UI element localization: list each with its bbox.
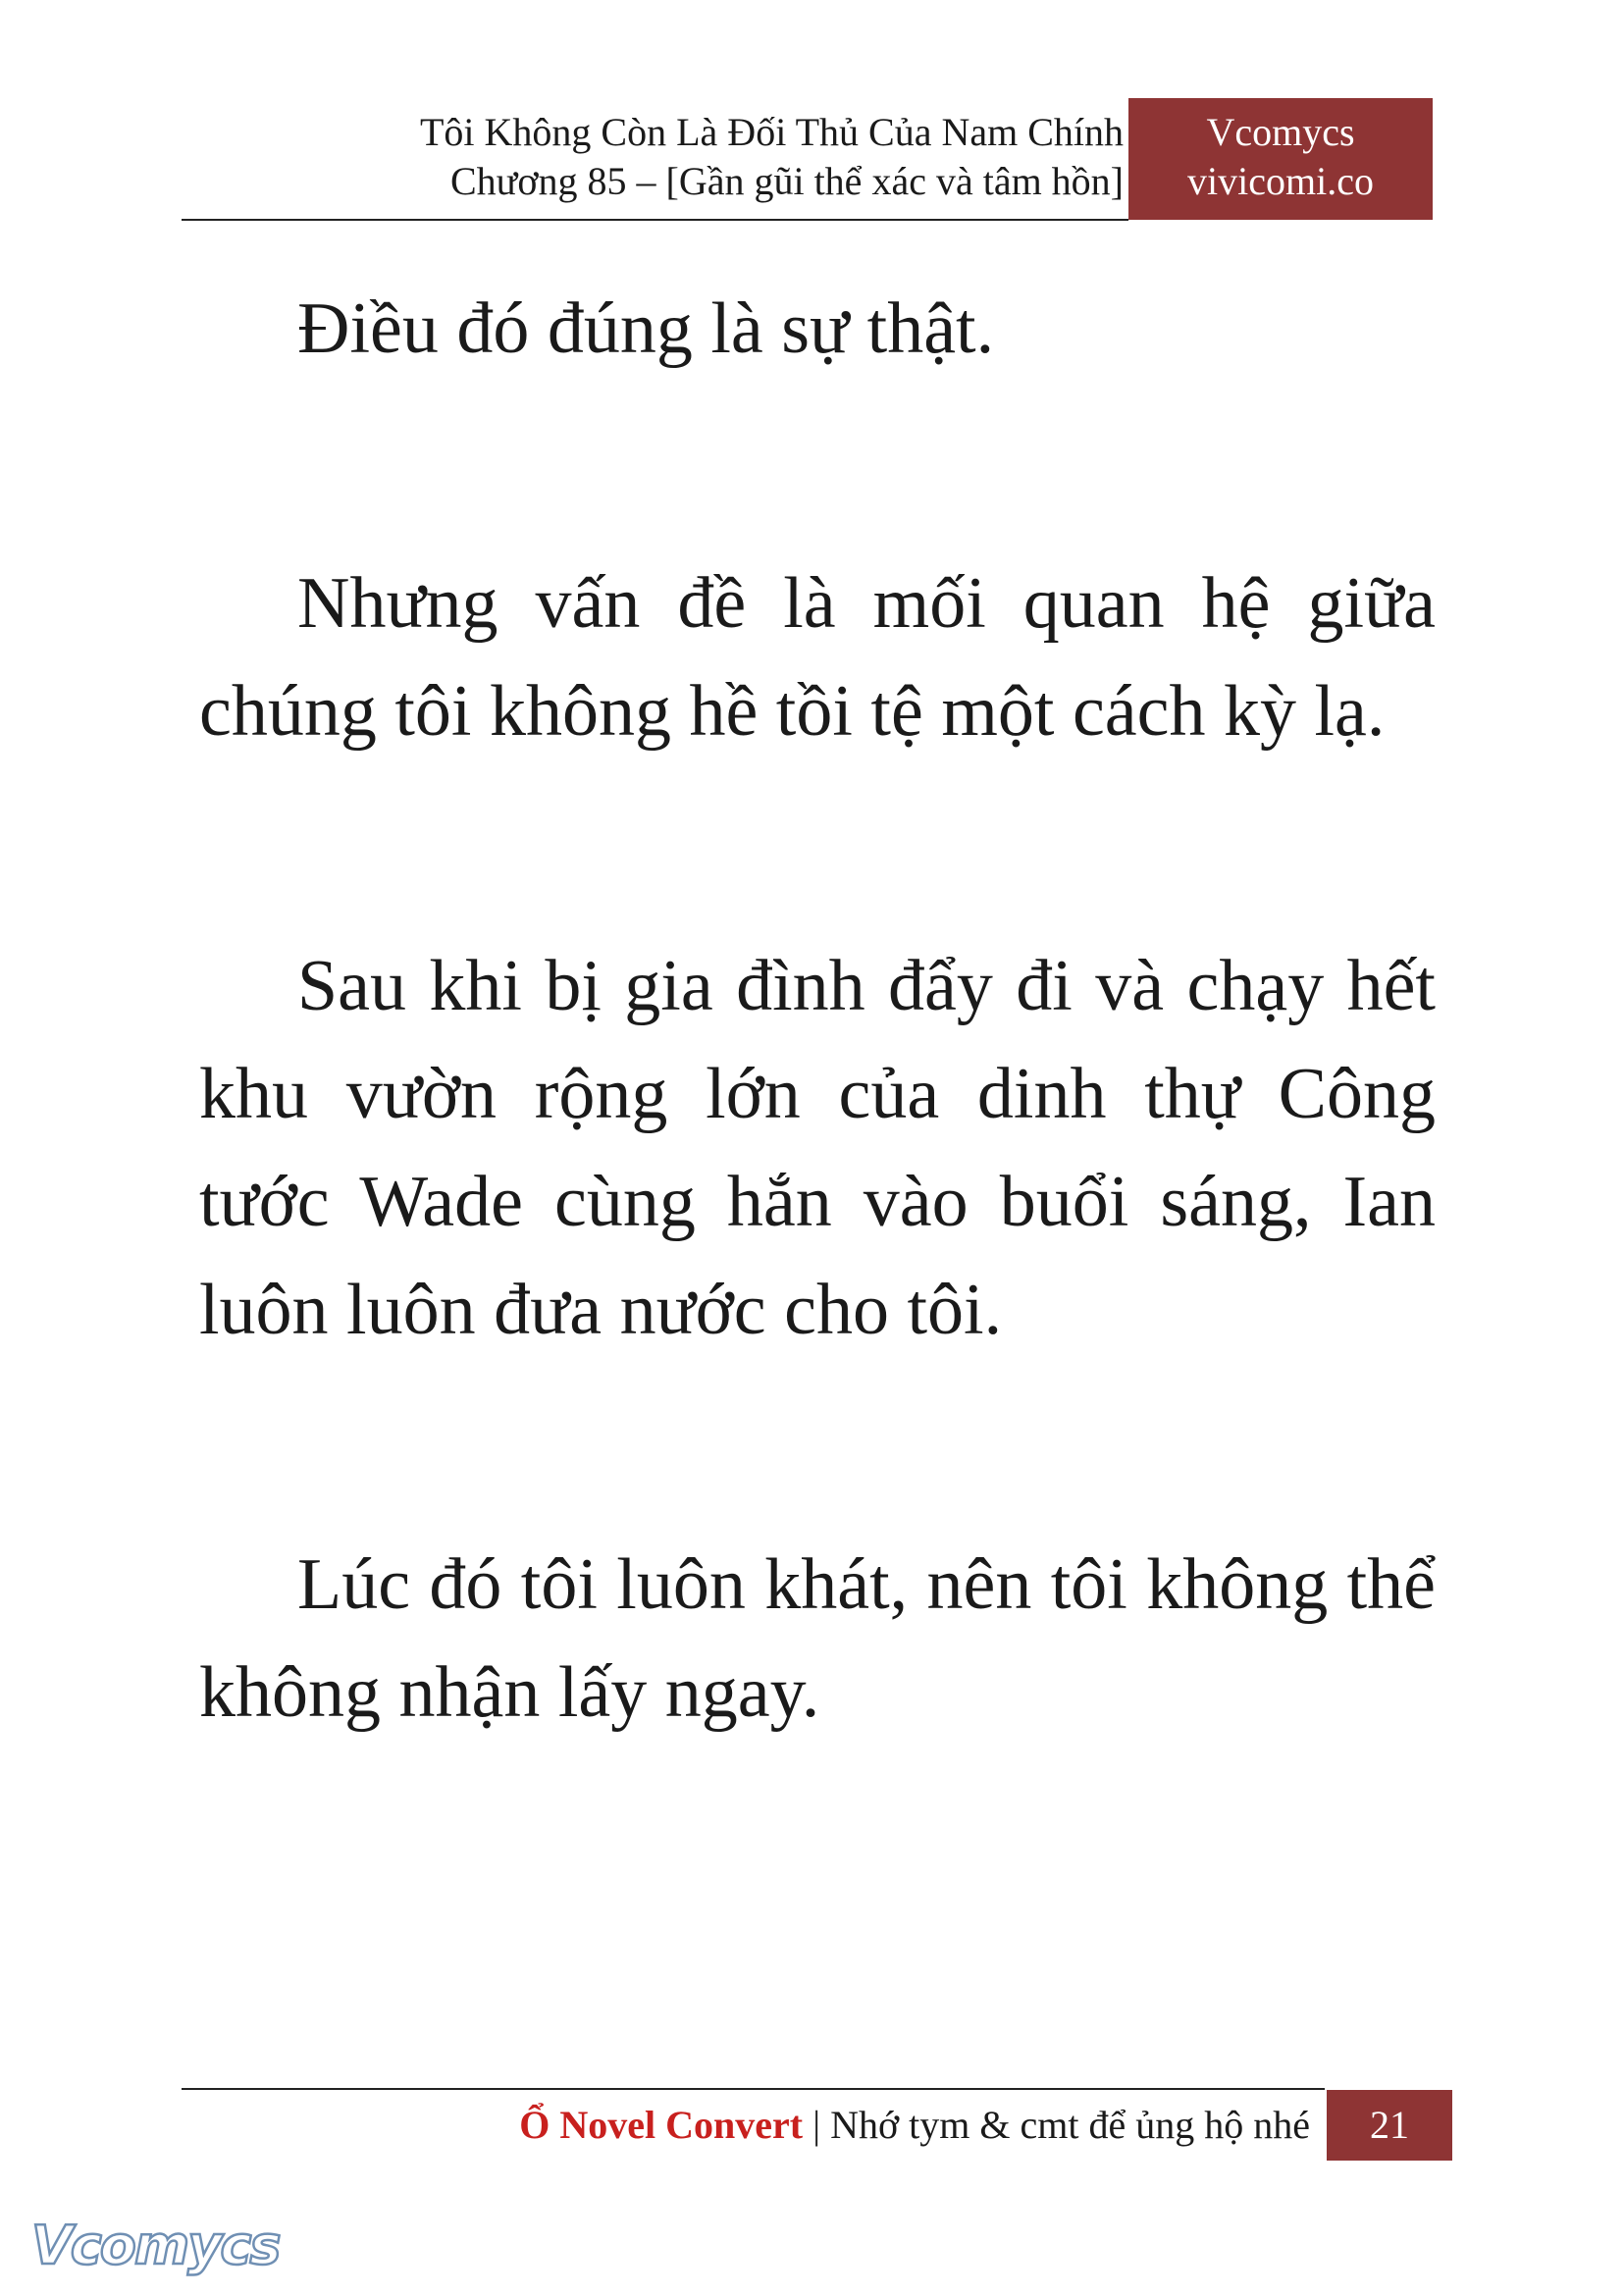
page-header [182, 98, 1433, 220]
paragraph: Lúc đó tôi luôn khát, nên tôi không thể không nhận lấy ngay. [199, 1544, 1436, 1733]
paragraph: Điều đó đúng là sự thật. [297, 288, 995, 369]
footer-brand: Ổ Novel Convert [519, 2103, 804, 2147]
paragraph: Sau khi bị gia đình đẩy đi và chạy hết khu vườn rộng lớn của dinh thự Công tước Wade cùng hắn vào buổi sáng, Ian luôn luôn đưa nước cho tôi. [199, 946, 1436, 1350]
header-text-block [182, 98, 1124, 220]
site-badge [1128, 98, 1433, 220]
footer-separator: | [812, 2103, 821, 2147]
footer-text [519, 2090, 1310, 2161]
watermark-logo-svg [27, 2213, 280, 2283]
footer-message: Nhớ tym & cmt để ủng hộ nhé [830, 2103, 1310, 2147]
chapter-title: Chương 85 – [Gần gũi thể xác và tâm hồn] [449, 159, 1124, 203]
vcomycs-logo-icon [27, 2213, 280, 2283]
site-name: Vcomycs [1206, 110, 1355, 154]
chapter-content [199, 275, 1436, 1913]
paragraph: Nhưng vấn đề là mối quan hệ giữa chúng tôi không hề tồi tệ một cách kỳ lạ. [199, 563, 1436, 752]
page-number: 21 [1327, 2090, 1452, 2161]
book-title: Tôi Không Còn Là Đối Thủ Của Nam Chính [420, 110, 1124, 154]
site-url: vivicomi.co [1187, 159, 1374, 203]
watermark-text: Vcomycs [31, 2215, 280, 2276]
header-divider [182, 219, 1128, 221]
page-footer [182, 2090, 1452, 2161]
